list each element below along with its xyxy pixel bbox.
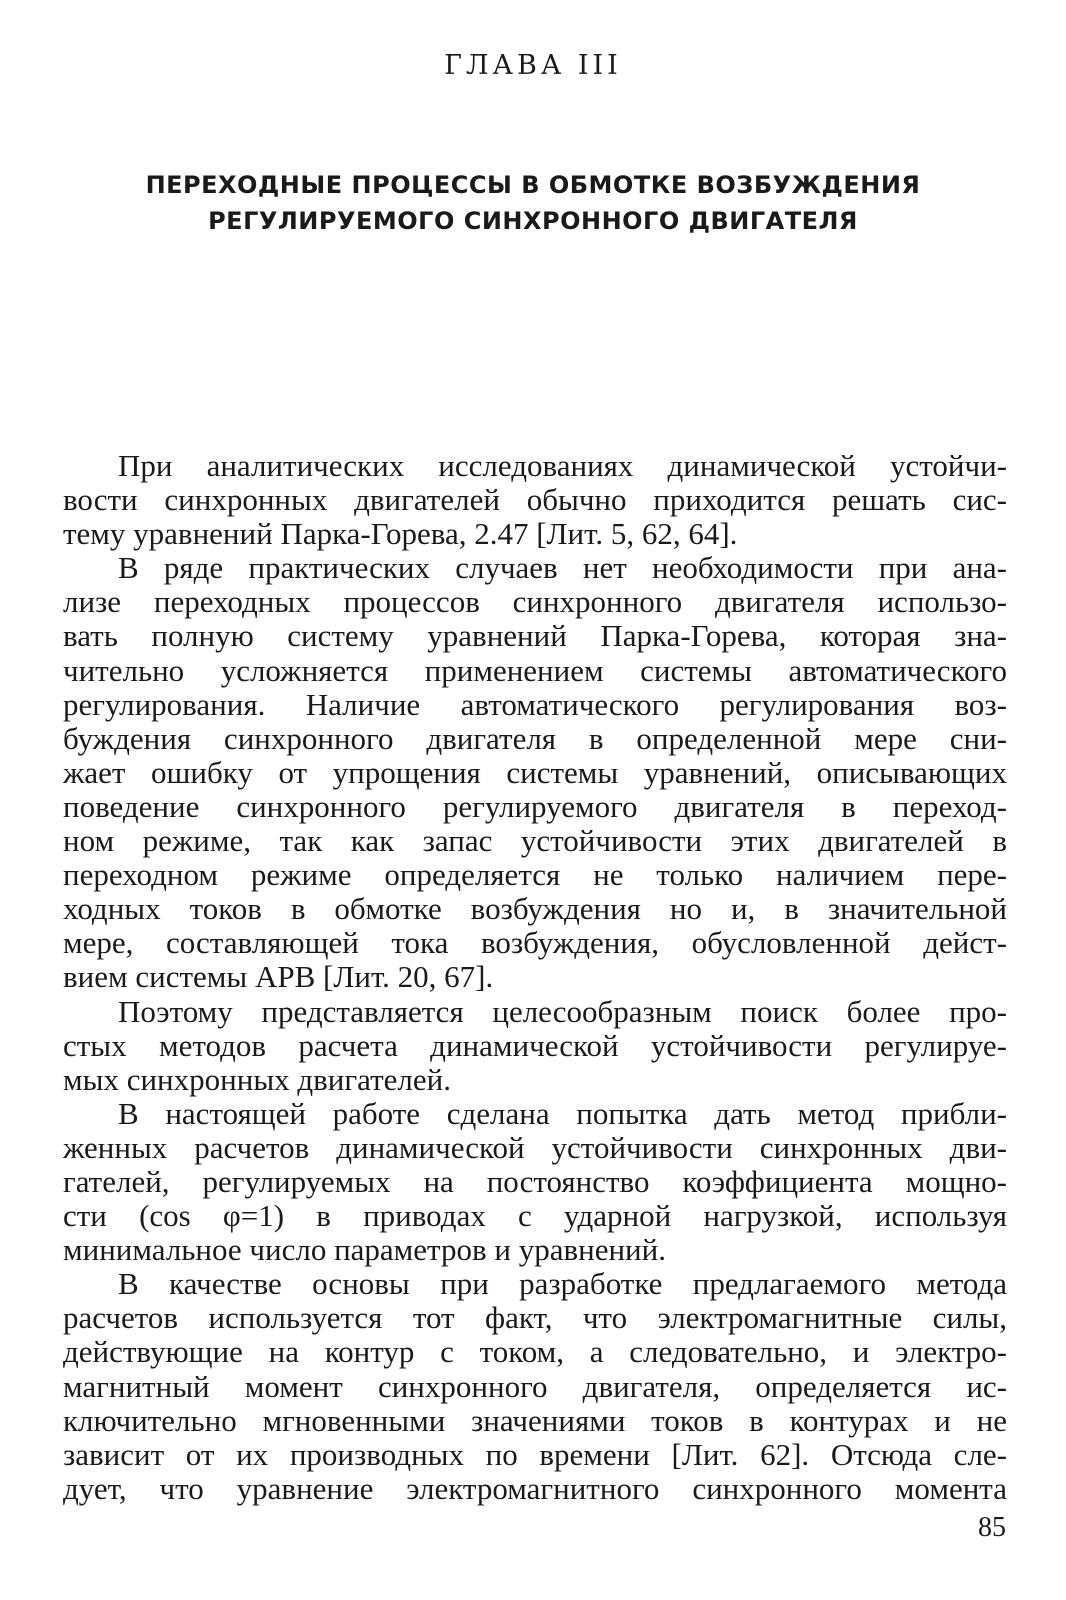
text-line: тему уравнений Парка-Горева, 2.47 [Лит. 5, 62, 64]. [63, 517, 738, 552]
text-line: жает ошибку от упрощения системы уравнений, описывающих [63, 755, 1007, 790]
text-line: вости синхронных двигателей обычно приходится решать сис- [63, 483, 1007, 518]
text-line: дует, что уравнение электромагнитного синхронного момента [63, 1471, 1007, 1506]
paragraph [63, 995, 1007, 1097]
text-line: ном режиме, так как запас устойчивости этих двигателей в [63, 824, 1007, 859]
text-line: В ряде практических случаев нет необходимости при ана- [118, 551, 1007, 586]
text-line: мере, составляющей тока возбуждения, обусловленной дейст- [63, 926, 1007, 961]
text-line: мых синхронных двигателей. [63, 1062, 451, 1097]
chapter-title [60, 167, 1006, 239]
chapter-label: ГЛАВА III [444, 50, 622, 81]
text-line: ключительно мгновенными значениями токов в контурах и не [63, 1403, 1007, 1438]
text-line: гателей, регулируемых на постоянство коэффициента мощно- [63, 1164, 1007, 1199]
text-line: ходных токов в обмотке возбуждения но и, в значительной [63, 892, 1007, 927]
text-line: стых методов расчета динамической устойчивости регулируе- [63, 1028, 1007, 1063]
text-line: расчетов используется тот факт, что электромагнитные силы, [63, 1301, 1007, 1336]
text-line: лизе переходных процессов синхронного двигателя использо- [63, 585, 1007, 620]
text-line: В качестве основы при разработке предлагаемого метода [118, 1267, 1007, 1302]
paragraph [63, 551, 1007, 994]
text-line: минимальное число параметров и уравнений. [63, 1233, 666, 1268]
paragraph [63, 1267, 1007, 1506]
text-line: действующие на контур с током, а следовательно, и электро- [63, 1335, 1007, 1370]
text-line: В настоящей работе сделана попытка дать метод прибли- [118, 1096, 1007, 1131]
text-line: переходном режиме определяется не только наличием пере- [63, 858, 1007, 893]
text-line: поведение синхронного регулируемого двигателя в переход- [63, 789, 1007, 824]
text-line: При аналитических исследованиях динамической устойчи- [118, 449, 1007, 483]
text-line: чительно усложняется применением системы автоматического [63, 653, 1007, 688]
text-line: сти (cos φ=1) в приводах с ударной нагрузкой, используя [63, 1199, 1007, 1234]
text-line: регулирования. Наличие автоматического регулирования воз- [63, 687, 1007, 722]
paragraph [63, 449, 1007, 551]
text-line: вать полную систему уравнений Парка-Горева, которая зна- [63, 619, 1007, 654]
paragraph [63, 1097, 1007, 1267]
text-line: буждения синхронного двигателя в определенной мере сни- [63, 721, 1007, 756]
chapter-title-line: ПЕРЕХОДНЫЕ ПРОЦЕССЫ В ОБМОТКЕ ВОЗБУЖДЕНИЯ [145, 171, 921, 199]
page-number: 85 [978, 1512, 1006, 1543]
chapter-title-line: РЕГУЛИРУЕМОГО СИНХРОННОГО ДВИГАТЕЛЯ [208, 207, 858, 235]
text-line: зависит от их производных по времени [Лит. 62]. Отсюда сле- [63, 1437, 1007, 1472]
text-line: магнитный момент синхронного двигателя, определяется ис- [63, 1369, 1007, 1404]
text-line: вием системы АРВ [Лит. 20, 67]. [63, 960, 494, 995]
body-text [63, 449, 1007, 1506]
text-line: женных расчетов динамической устойчивости синхронных дви- [63, 1130, 1007, 1165]
text-line: Поэтому представляется целесообразным поиск более про- [118, 994, 1007, 1029]
